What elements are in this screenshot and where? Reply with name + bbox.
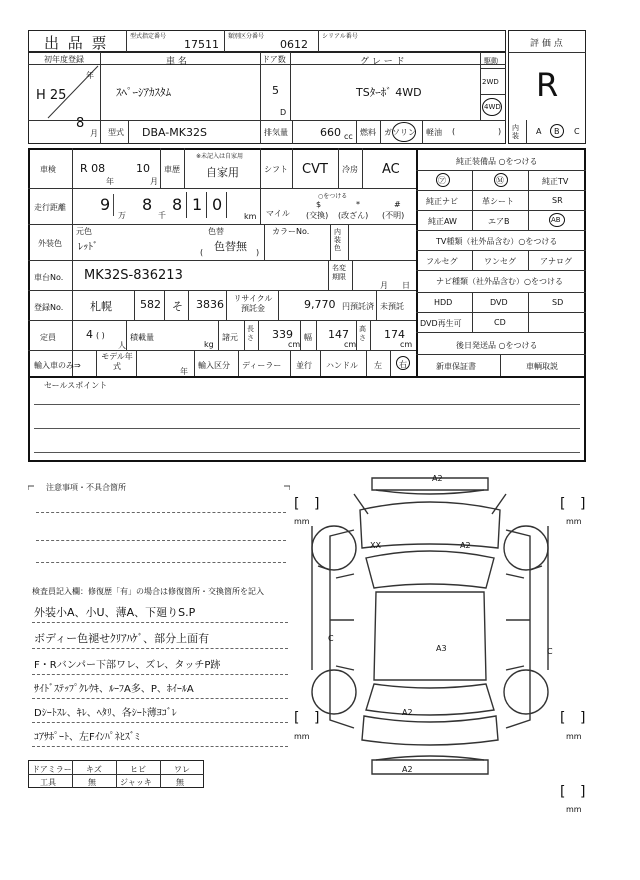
diesel-value: (	[452, 127, 456, 136]
tv-one: ワンセグ	[484, 257, 516, 266]
mm-rl: mm	[294, 732, 310, 741]
mark-right-side: C	[547, 647, 553, 656]
person-unit: 人	[118, 341, 126, 350]
import-type-label: 輸入区分	[198, 361, 230, 370]
exchange-label: (交換)	[306, 211, 329, 220]
height-label: 高さ	[359, 325, 366, 342]
eq-row3-c: AB	[551, 216, 561, 224]
dmg-h4: ワレ	[174, 765, 190, 774]
handle-right: 右	[399, 360, 407, 369]
reg-area: 札幌	[90, 300, 112, 313]
shift-label: シフト	[264, 165, 288, 174]
mileage-sen: 千	[158, 211, 166, 220]
mm-fr: mm	[566, 517, 582, 526]
first-reg-era: H 25	[36, 88, 67, 103]
bracket-rl-open: [	[294, 710, 300, 726]
drive-2wd: 2WD	[482, 78, 499, 86]
year-label: 年	[86, 71, 94, 80]
unknown-label: (不明)	[382, 211, 405, 220]
interior-a: A	[536, 127, 542, 136]
note-line-4: ｻｲﾄﾞｽﾃｯﾌﾟｸﾚｳｷ、ﾙｰﾌA多、P、ﾎｲｰﾙA	[34, 684, 194, 695]
model-cert-value: 17511	[184, 38, 219, 51]
navi-dvd: DVD	[490, 298, 508, 307]
capacity-paren: ( )	[96, 331, 105, 340]
color-label: 外装色	[38, 239, 62, 248]
reg-class: 582	[140, 298, 161, 311]
eq-row2-c: SR	[552, 196, 563, 205]
dmg-h3: ヒビ	[130, 765, 146, 774]
note-line-1: 外装小A、小U、薄A、下廻りS.P	[34, 606, 196, 619]
orig-color-value: ﾚｯﾄﾞ	[78, 242, 98, 253]
drive-label: 駆動	[484, 57, 498, 65]
diesel-close: )	[498, 127, 502, 136]
dmg-h2: キズ	[86, 765, 102, 774]
eq-row2-a: 純正ナビ	[426, 197, 458, 206]
fuel-value: ガソリン	[384, 128, 416, 137]
paint-value: 色替無	[214, 240, 247, 253]
inspector-note: 検査員記入欄：修復歴「有」の場合は修復箇所・交換箇所を記入	[32, 587, 264, 596]
mm-rr: mm	[566, 732, 582, 741]
doors-value: 5	[272, 84, 279, 97]
later-title: 後日発送品 ○をつける	[456, 341, 538, 350]
mark-left-front: XX	[370, 541, 381, 550]
parallel-label: 並行	[296, 361, 312, 370]
navi-cd: CD	[494, 318, 506, 327]
mileage-digit-1: 9	[100, 195, 111, 214]
dmg-r3: ジャッキ	[120, 778, 152, 787]
bracket-rr-close: ]	[580, 710, 586, 726]
mileage-label: 走行距離	[34, 203, 66, 212]
bracket-rear-open: [	[560, 784, 566, 800]
mark-rear-bumper: A2	[402, 765, 413, 774]
model-label: 型式	[108, 128, 124, 137]
bracket-fl-open: [	[294, 496, 300, 512]
mark-hood: A2	[460, 541, 471, 550]
serial-label: シリアル番号	[322, 33, 358, 40]
mm-rear: mm	[566, 805, 582, 814]
note-line-3: F・Rバンパー下部ワレ、ズレ、タッチP跡	[34, 660, 221, 671]
usage-note: ※未記入は自家用	[196, 153, 244, 160]
doors-label: ドア数	[262, 55, 286, 64]
length-value: 339	[272, 328, 293, 341]
usage-label: 車歴	[164, 165, 180, 174]
displacement-value: 660	[320, 126, 341, 139]
model-year-label: モデル年式	[101, 352, 133, 371]
mileage-digit-4: 1	[192, 195, 203, 214]
height-value: 174	[384, 328, 405, 341]
note-line-6: ｺｱｻﾎﾟｰﾄ、左Fｲﾝﾊﾟﾈﾋｽﾞﾐ	[34, 732, 140, 743]
car-diagram	[290, 470, 590, 810]
dollar-label: $	[316, 200, 322, 209]
dmg-r1: 工具	[40, 778, 56, 787]
bracket-rl-close: ]	[314, 710, 320, 726]
score-label: 評 価 点	[530, 39, 563, 49]
tv-analog: アナログ	[540, 257, 572, 266]
dim-label: 諸元	[222, 333, 238, 342]
height-cm: cm	[400, 340, 413, 349]
later-warranty: 新車保証書	[436, 362, 476, 371]
dmg-h1: ドアミラー	[32, 765, 72, 774]
interior-c: C	[574, 127, 580, 136]
tv-title: TV種類（社外品含む）○をつける	[436, 237, 558, 246]
aircon-label: 冷房	[342, 165, 358, 174]
mark-roof: A3	[436, 644, 447, 653]
usage-value: 自家用	[206, 166, 239, 179]
inspection-label: 車検	[40, 165, 56, 174]
recycle-suffix: 円預託済	[342, 302, 374, 311]
notes-bracket	[28, 484, 290, 544]
eq-row3-b: エアB	[488, 217, 510, 226]
interior-color-label: 内装色	[334, 228, 341, 252]
cc-label: cc	[344, 132, 353, 141]
model-value: DBA-MK32S	[142, 126, 207, 139]
interior-label: 内装	[512, 124, 519, 140]
model-year-suffix: 年	[180, 367, 188, 376]
mark-front-bumper: A2	[432, 474, 443, 483]
mileage-digit-2: 8	[142, 195, 153, 214]
capacity-value: 4	[86, 328, 93, 341]
width-cm: cm	[344, 340, 357, 349]
paint-paren-open: (	[200, 248, 204, 257]
mile-label: マイル	[266, 209, 290, 218]
reg-label: 登録No.	[34, 303, 64, 312]
import-label: 輸入車のみ⇒	[34, 361, 81, 370]
mileage-man: 万	[118, 211, 126, 220]
reg-num: 3836	[196, 298, 224, 311]
shift-value: CVT	[302, 162, 328, 177]
name-change-label: 名変期限	[332, 264, 346, 281]
dealer-label: ディーラー	[242, 361, 282, 370]
note-line-5: Dｼｰﾄｽﾚ、ｷﾚ、ﾍﾀﾘ、各ｼｰﾄ薄ﾖｺﾞﾚ	[34, 708, 177, 719]
inspection-year: R 08	[80, 162, 106, 175]
first-reg-label: 初年度登録	[44, 55, 84, 64]
sales-point-label: セールスポイント	[44, 381, 108, 390]
vin-value: MK32S-836213	[84, 268, 183, 283]
paint-label: 色替	[208, 227, 224, 236]
mm-fl: mm	[294, 517, 310, 526]
paint-paren-close: )	[256, 248, 260, 257]
bracket-fr-close: ]	[580, 496, 586, 512]
capacity-label: 定員	[40, 333, 56, 342]
note-line-2: ボディー色褪せｸﾘｱﾊｹﾞ、部分上面有	[34, 632, 210, 645]
eq-row2-b: 革シート	[482, 197, 514, 206]
mark-trunk: A2	[402, 708, 413, 717]
drive-4wd: 4WD	[484, 103, 501, 111]
inspection-month: 10	[136, 162, 150, 175]
mileage-circle-note: ○をつける	[318, 193, 348, 200]
tampered-label: (改ざん)	[338, 211, 369, 220]
aircon-value: AC	[382, 162, 400, 177]
mark-left-side: C	[328, 634, 334, 643]
dmg-r4: 無	[176, 778, 184, 787]
reg-kana: そ	[172, 300, 183, 313]
navi-hdd: HDD	[434, 298, 453, 307]
width-label: 幅	[304, 333, 312, 342]
inspection-month-unit: 月	[150, 177, 158, 186]
name-change-month: 月	[380, 281, 388, 290]
load-label: 積載量	[130, 333, 154, 342]
diesel-label: 軽油	[426, 128, 442, 137]
eq-row3-a: 純正AW	[428, 217, 457, 226]
bracket-rr-open: [	[560, 710, 566, 726]
equipment-title: 純正装備品 ○をつける	[456, 157, 538, 166]
width-value: 147	[328, 328, 349, 341]
navi-title: ナビ種類（社外品含む）○をつける	[436, 277, 563, 286]
vin-label: 車台No.	[34, 273, 64, 282]
mileage-digit-5: 0	[212, 195, 223, 214]
category-value: 0612	[280, 38, 308, 51]
navi-dvd-play: DVD再生可	[420, 319, 462, 328]
eq-row1-a: ㋐	[438, 176, 446, 185]
grade-value: TSﾀｰﾎﾞ 4WD	[356, 86, 422, 99]
hash-label: #	[394, 200, 401, 209]
displacement-label: 排気量	[264, 128, 288, 137]
star-label: *	[356, 200, 360, 209]
first-reg-month: 8	[76, 116, 85, 131]
length-label: 長さ	[247, 325, 254, 342]
bracket-rear-close: ]	[580, 784, 586, 800]
car-name-label: 車 名	[166, 57, 187, 67]
later-manual: 車輌取説	[526, 362, 558, 371]
km-label: km	[244, 212, 257, 221]
month-label: 月	[90, 129, 98, 138]
eq-row1-c: 純正TV	[542, 177, 569, 186]
page-title: 出 品 票	[44, 34, 109, 52]
handle-label: ハンドル	[326, 361, 358, 370]
navi-sd: SD	[552, 298, 564, 307]
notes-title: 注意事項・不具合箇所	[46, 483, 126, 492]
bracket-fl-close: ]	[314, 496, 320, 512]
recycle-label: リサイクル預託金	[233, 294, 273, 313]
handle-left: 左	[374, 361, 382, 370]
name-change-day: 日	[402, 281, 410, 290]
doors-suffix: D	[280, 108, 287, 117]
length-cm: cm	[288, 340, 301, 349]
load-kg: kg	[204, 340, 214, 349]
car-name-value: ｽﾍﾟｰｼｱｶｽﾀﾑ	[116, 86, 171, 99]
orig-color-label: 元色	[76, 227, 92, 236]
inspection-year-unit: 年	[106, 177, 114, 186]
fuel-label: 燃料	[360, 128, 376, 137]
tv-full: フルセグ	[426, 257, 458, 266]
recycle-unpaid: 未預託	[380, 302, 404, 311]
eq-row1-b: Ⓜ	[496, 176, 504, 185]
color-no-label: カラーNo.	[272, 227, 310, 236]
mileage-digit-3: 8	[172, 195, 183, 214]
model-cert-label: 型式指定番号	[130, 33, 167, 40]
recycle-value: 9,770	[304, 298, 336, 311]
score-value: R	[536, 66, 559, 104]
dmg-r2: 無	[88, 778, 96, 787]
category-label: 類別区分番号	[228, 33, 265, 40]
interior-b: B	[554, 127, 560, 136]
bracket-fr-open: [	[560, 496, 566, 512]
grade-label: グ レ ー ド	[360, 57, 405, 67]
